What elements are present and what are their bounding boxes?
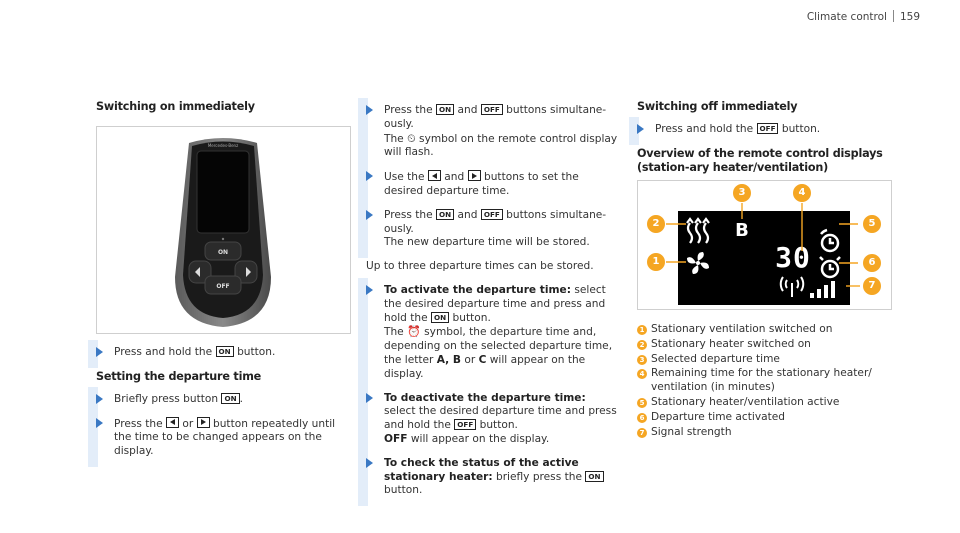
step-text: or [464,353,476,366]
legend-text: Stationary heater switched on [651,337,811,350]
step-text: symbol on the remote control display will flash. [384,132,618,159]
step-text: symbol, the departure time and, depending on the selected departure time, the letter [384,326,613,366]
callout-4: 4 [792,183,812,203]
step-text: buttons to set the desired departure time. [384,171,579,197]
page-number: 159 [899,11,920,23]
alarm-clock-icon: ⏰ [407,325,421,339]
paragraph-three-times: Up to three departure times can be stored. [366,260,594,273]
on-button-icon: ON [221,393,239,404]
step-arrow-icon [366,393,373,403]
step-press-hold-on [96,346,352,360]
display-overview-figure [637,180,892,310]
step-text: select the desired departure time and press and hold the [384,283,606,324]
step-text: Press and hold the [655,123,754,135]
legend-item [637,367,893,395]
legend-item [637,396,893,410]
step-arrow-icon [366,285,373,295]
step-text: select the desired departure time and press and hold the [384,405,617,432]
step-activate-departure [366,284,620,382]
step-store-time [366,209,620,250]
callout-3: 3 [732,183,752,203]
step-text: will appear on the display. [384,353,586,380]
step-text: button. [781,123,821,135]
step-text: Use the [384,171,425,184]
on-button-icon: ON [431,312,449,323]
step-press-on-off [366,104,620,160]
legend-item [637,353,893,367]
column-2 [366,104,620,508]
step-lead: To check the status of the active stationary heater: [384,456,579,483]
step-text: buttons simultane-ously. [384,208,607,235]
off-button-icon: OFF [481,104,503,115]
step-arrow-icon [96,418,103,428]
step-use-arrows [366,170,620,199]
step-text: and [457,208,478,221]
remote-control-image [97,127,350,333]
callout-5: 5 [862,214,882,234]
step-text: and [457,104,478,116]
callout-2: 2 [646,214,666,234]
letter-c: C [478,353,487,366]
display-overview-image [638,181,891,309]
legend-number: 4 [637,369,647,379]
step-arrow-icon [96,347,103,357]
on-button-icon: ON [436,104,454,115]
on-button-icon: ON [585,471,603,482]
step-lead: To activate the departure time: [384,283,571,296]
legend-text: Departure time activated [651,410,785,423]
step-text: button. [237,346,276,358]
step-press-arrows [96,417,352,459]
step-text: Briefly press button [114,392,219,405]
remote-off-label: OFF [216,283,230,290]
step-text: Press and hold the [114,346,213,358]
remote-brand: Mercedes-Benz [207,143,239,148]
legend-number: 5 [637,398,647,408]
heading-switching-off: Switching off immediately [637,100,798,113]
on-button-icon: ON [216,346,234,357]
step-arrow-icon [96,394,103,404]
step-text: button repeatedly until the time to be changed appears on the display. [114,417,336,458]
legend-item [637,426,893,440]
legend-item [637,323,893,337]
right-arrow-button-icon [197,417,210,428]
step-text: button. [384,484,423,497]
step-press-hold-off [637,123,893,137]
clock-flash-icon: ⏲ [407,131,416,145]
step-text: The new departure time will be stored. [384,236,590,249]
legend-number: 7 [637,428,647,438]
left-arrow-button-icon [166,417,179,428]
step-briefly-press [96,393,352,407]
legend-text: Signal strength [651,425,732,438]
legend-text: Stationary ventilation switched on [651,323,833,335]
step-text: button. [452,311,491,324]
step-text: . [239,392,243,405]
right-arrow-button-icon [468,170,481,181]
step-text: The [384,326,404,339]
step-deactivate-departure [366,392,620,447]
heading-overview-displays: Overview of the remote control displays (station-ary heater/ventilation) [637,146,883,174]
step-text: or [182,417,194,430]
step-text: buttons simultane-ously. [384,104,607,130]
display-legend [637,323,893,440]
off-button-icon: OFF [757,123,779,134]
step-arrow-icon [366,105,373,115]
legend-text: Stationary heater/ventilation active [651,395,840,408]
callout-7: 7 [862,276,882,296]
legend-text: Remaining time for the stationary heater/ ventilation (in minutes) [651,367,872,394]
step-text: Press the [114,417,163,430]
legend-number: 3 [637,355,647,365]
display-letter: B [735,220,749,241]
callout-1: 1 [646,252,666,272]
letters-a-b: A, B [436,353,461,366]
step-arrow-icon [366,171,373,181]
step-text: will appear on the display. [410,432,550,445]
off-word: OFF [384,432,408,445]
display-digits: 30 [775,241,811,274]
step-arrow-icon [637,124,644,134]
off-button-icon: OFF [481,209,503,220]
legend-text: Selected departure time [651,352,780,365]
section-title: Climate control [806,11,887,23]
off-button-icon: OFF [454,419,476,430]
step-lead: To deactivate the departure time: [384,391,586,404]
step-text: The [384,132,404,145]
step-check-status [366,457,620,498]
remote-on-label: ON [217,249,229,256]
remote-control-figure [96,126,351,334]
heading-switching-on: Switching on immediately [96,100,255,113]
legend-number: 6 [637,413,647,423]
legend-number: 2 [637,340,647,350]
step-text: Press the [384,208,433,221]
legend-item [637,338,893,352]
heading-setting-departure: Setting the departure time [96,369,262,383]
step-arrow-icon [366,458,373,468]
step-text: Press the [384,104,433,116]
on-button-icon: ON [436,209,454,220]
step-arrow-icon [366,210,373,220]
legend-item [637,411,893,425]
page-header [807,10,920,25]
callout-6: 6 [862,253,882,273]
legend-number: 1 [637,325,647,335]
step-text: button. [479,419,518,432]
column-1-steps [96,346,352,469]
column-1 [96,100,352,114]
step-text: briefly press the [495,470,582,483]
left-arrow-button-icon [428,170,441,181]
header-divider [893,10,894,22]
column-3 [637,100,893,175]
step-text: and [444,171,465,184]
